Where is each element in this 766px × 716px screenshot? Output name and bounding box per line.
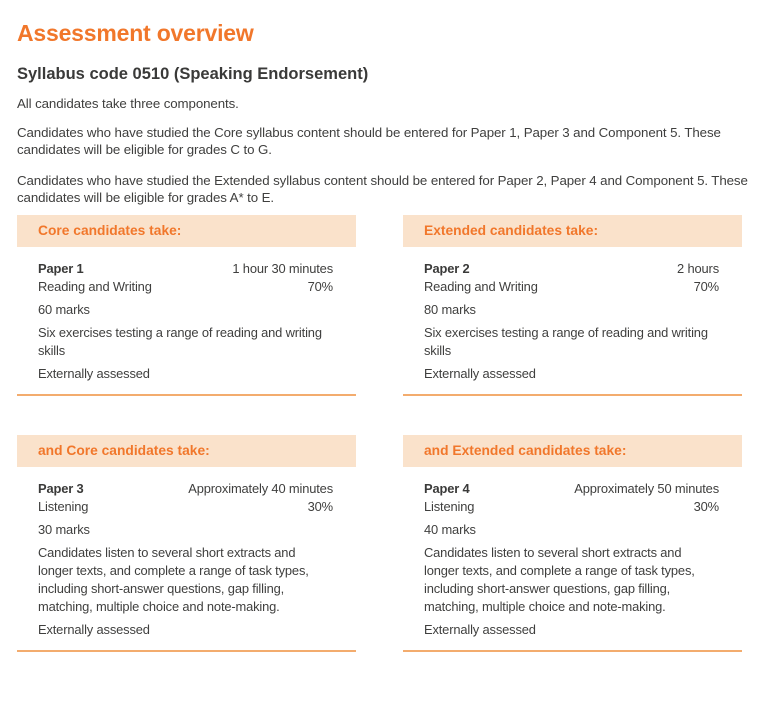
- paper-assessment: Externally assessed: [424, 621, 536, 637]
- paper-assessment: Externally assessed: [424, 365, 536, 381]
- paper-name: Paper 2: [424, 260, 470, 276]
- paper-title-row: [38, 260, 333, 278]
- paper-duration: 2 hours: [677, 260, 719, 276]
- card-header-extended: Extended candidates take:: [403, 215, 742, 247]
- paper-weighting: 70%: [307, 278, 333, 294]
- intro-paragraph-extended: Candidates who have studied the Extended syllabus content should be entered for Paper 2, Paper 4 and Component 5. These candidates will be eligible for grades A* to E.: [17, 172, 748, 205]
- paper-description: Candidates listen to several short extracts and longer texts, and complete a range of task types, including short-answer questions, gap filling, matching, multiple choice and note-making.: [38, 544, 309, 614]
- paper-component-row: [38, 498, 333, 516]
- paper-title-row: [424, 260, 719, 278]
- assessment-card-paper-1: [17, 215, 356, 396]
- card-body: [403, 467, 742, 652]
- paper-name: Paper 4: [424, 480, 470, 496]
- paper-assessment: Externally assessed: [38, 365, 150, 381]
- card-header-core: Core candidates take:: [17, 215, 356, 247]
- intro-paragraph-core: Candidates who have studied the Core syllabus content should be entered for Paper 1, Paper 3 and Component 5. These candidates will be eligible for grades C to G.: [17, 124, 721, 157]
- paper-component: Listening: [424, 498, 475, 514]
- paper-description: Candidates listen to several short extracts and longer texts, and complete a range of task types, including short-answer questions, gap filling, matching, multiple choice and note-making.: [424, 544, 695, 614]
- paper-component: Reading and Writing: [38, 278, 152, 294]
- paper-duration: Approximately 40 minutes: [188, 480, 333, 496]
- paper-marks: 40 marks: [424, 521, 476, 537]
- paper-component: Listening: [38, 498, 89, 514]
- paper-component-row: [38, 278, 333, 296]
- paper-marks: 30 marks: [38, 521, 90, 537]
- paper-weighting: 30%: [307, 498, 333, 514]
- assessment-card-paper-2: [403, 215, 742, 396]
- paper-name: Paper 3: [38, 480, 84, 496]
- paper-title-row: [424, 480, 719, 498]
- card-header-and-core: and Core candidates take:: [17, 435, 356, 467]
- card-body: [17, 467, 356, 652]
- card-body: [17, 247, 356, 396]
- page-title: Assessment overview: [17, 20, 254, 46]
- paper-marks: 80 marks: [424, 301, 476, 317]
- assessment-card-paper-4: [403, 435, 742, 652]
- paper-duration: Approximately 50 minutes: [574, 480, 719, 496]
- paper-component: Reading and Writing: [424, 278, 538, 294]
- paper-description: Six exercises testing a range of reading and writing skills: [424, 324, 708, 358]
- assessment-card-paper-3: [17, 435, 356, 652]
- paper-weighting: 70%: [693, 278, 719, 294]
- paper-component-row: [424, 278, 719, 296]
- syllabus-subtitle: Syllabus code 0510 (Speaking Endorsement): [17, 65, 369, 83]
- paper-name: Paper 1: [38, 260, 84, 276]
- card-header-and-extended: and Extended candidates take:: [403, 435, 742, 467]
- paper-weighting: 30%: [693, 498, 719, 514]
- intro-paragraph-components: All candidates take three components.: [17, 96, 239, 111]
- paper-assessment: Externally assessed: [38, 621, 150, 637]
- paper-duration: 1 hour 30 minutes: [232, 260, 333, 276]
- assessment-cards-grid: [17, 215, 749, 652]
- card-body: [403, 247, 742, 396]
- paper-title-row: [38, 480, 333, 498]
- paper-marks: 60 marks: [38, 301, 90, 317]
- paper-description: Six exercises testing a range of reading and writing skills: [38, 324, 322, 358]
- assessment-overview-page: [0, 20, 766, 652]
- paper-component-row: [424, 498, 719, 516]
